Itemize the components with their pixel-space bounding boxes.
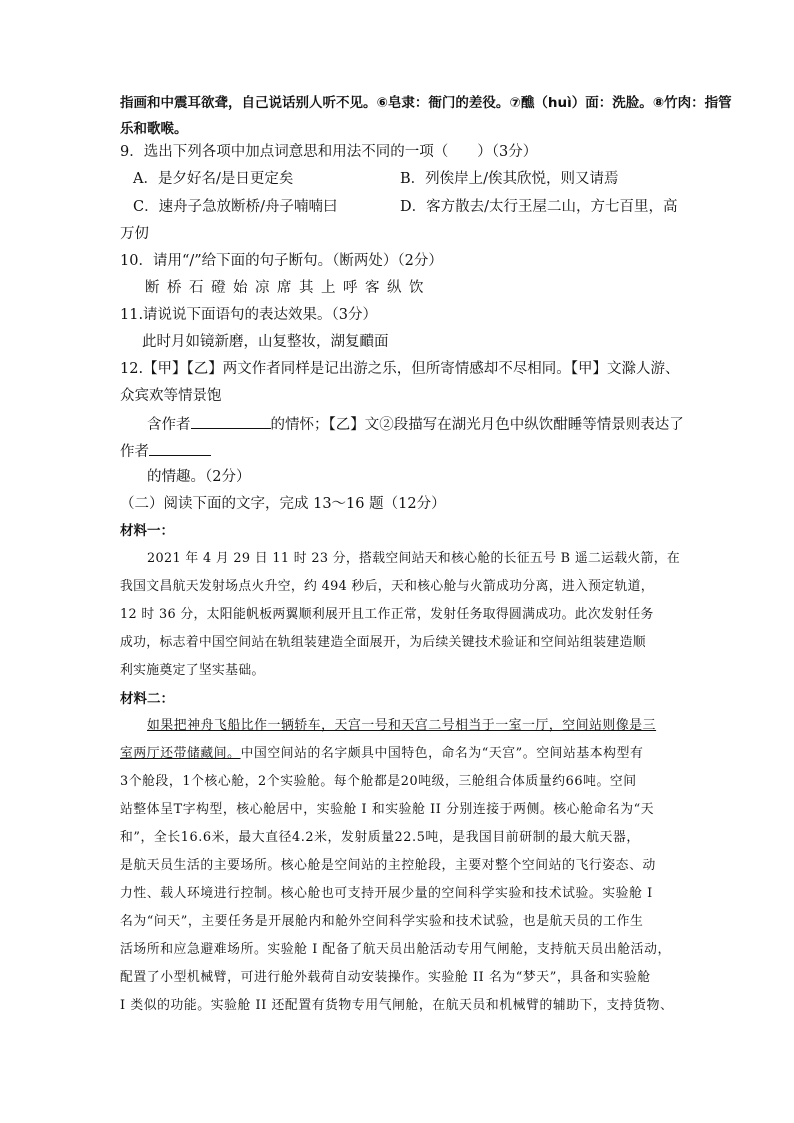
material-2-line-2-rest: 中国空间站的名字颇具中国特色，命名为“天宫”。空间站基本构型有 <box>240 746 644 761</box>
question-9-option-c: C．速舟子急放断桥/舟子喃喃曰 <box>133 199 338 215</box>
material-2-line: 力性、载人环境进行控制。核心舱也可支持开展少量的空间科学实验和技术试验。实验舱 I <box>120 886 653 901</box>
material-1-label: 材料一： <box>120 523 174 539</box>
material-2-line: I 类似的功能。实验舱 II 还配置有货物专用气闸舱，在航天员和机械臂的辅助下，支持货物、 <box>120 998 674 1013</box>
material-2-line-underlined: 如果把神舟飞船比作一辆轿车，天宫一号和天宫二号相当于一室一厅，空间站则像是三 <box>147 718 657 733</box>
question-12-line-4 <box>120 439 211 463</box>
question-12-line-4-text: 作者 <box>120 444 149 460</box>
question-12-line-3-start: 含作者 <box>147 417 191 433</box>
material-1-line: 2021 年 4 月 29 日 11 时 23 分，搭载空间站天和核心舱的长征五号 B 遥二运载火箭，在 <box>147 551 681 566</box>
material-2-line-2 <box>120 743 643 765</box>
question-11-sentence: 此时月如镜新磨，山复整妆，湖复靧面 <box>142 334 389 350</box>
material-1-line: 我国文昌航天发射场点火升空，约 494 秒后，天和核心舱与火箭成功分离，进入预定轨道， <box>120 579 654 594</box>
material-2-line: 是航天员生活的主要场所。核心舱是空间站的主控舱段，主要对整个空间站的飞行姿态、动 <box>120 858 656 873</box>
question-9-option-d: D．客方散去/太行王屋二山，方七百里，高 <box>400 199 678 215</box>
material-2-line: 3个舱段，1个核心舱，2个实验舱。每个舱都是20吨级，三舱组合体质量约66吨。空间 <box>120 774 637 789</box>
question-10-sentence: 断桥石磴始凉席其上呼客纵饮 <box>145 280 431 296</box>
question-9-stem: 9．选出下列各项中加点词意思和用法不同的一项（ ）（3分） <box>120 144 538 160</box>
material-2-label: 材料二： <box>120 691 174 707</box>
question-9-option-b: B．列俟岸上/俟其欣悦，则又请焉 <box>400 171 619 187</box>
material-2-line: 名为“问天”，主要任务是开展舱内和舱外空间科学实验和技术试验，也是航天员的工作生 <box>120 914 644 929</box>
question-12-line-5: 的情趣。（2分） <box>147 469 251 485</box>
material-2-line: 配置了小型机械臂，可进行舱外载荷自动安装操作。实验舱 II 名为“梦天”，具备和实验舱 <box>120 970 651 985</box>
section-2-title: （二）阅读下面的文字，完成 13～16 题（12分） <box>120 496 446 512</box>
material-1-line: 12 时 36 分，太阳能帆板两翼顺利展开且工作正常，发射任务取得圆满成功。此次发射任务 <box>120 607 654 622</box>
footnote-line-1: 指画和中震耳欲聋，自己说话别人听不见。⑥皂隶：衙门的差役。⑦醮（huì）面：洗脸。⑧竹肉：指管 <box>120 95 732 111</box>
material-1-line: 利实施奠定了坚实基础。 <box>120 663 265 678</box>
question-9-option-d-continued: 万仞 <box>120 226 149 242</box>
material-2-line: 和”，全长16.6米，最大直径4.2米，发射质量22.5吨，是我国目前研制的最大航天器， <box>120 830 640 845</box>
answer-blank-1[interactable] <box>191 412 271 429</box>
material-2-line: 站整体呈T字构型，核心舱居中，实验舱 I 和实验舱 II 分别连接于两侧。核心舱命名为“天 <box>120 802 655 817</box>
question-12-line-2: 众宾欢等情景饱 <box>120 388 222 404</box>
question-10-stem: 10．请用“/”给下面的句子断句。（断两处）（2分） <box>120 253 443 269</box>
question-12-line-1: 12.【甲】【乙】两文作者同样是记出游之乐，但所寄情感却不尽相同。【甲】文滁人游、 <box>120 361 680 377</box>
footnote-line-2: 乐和歌喉。 <box>120 121 188 137</box>
material-2-line: 活场所和应急避难场所。实验舱 I 配备了航天员出舱活动专用气闸舱，支持航天员出舱活动， <box>120 942 671 957</box>
question-9-option-a: A．是夕好名/是日更定矣 <box>133 171 294 187</box>
material-2-underlined-end: 室两厅还带储藏间。 <box>120 746 241 761</box>
question-12-line-3-end: 的情怀；【乙】文②段描写在湖光月色中纵饮酣睡等情景则表达了 <box>270 417 684 433</box>
question-12-line-3 <box>147 412 684 436</box>
question-11-stem: 11.请说说下面语句的表达效果。（3分） <box>120 307 378 323</box>
answer-blank-2[interactable] <box>149 439 211 456</box>
material-1-line: 成功，标志着中国空间站在轨组装建造全面展开，为后续关键技术验证和空间站组装建造顺 <box>120 635 646 650</box>
